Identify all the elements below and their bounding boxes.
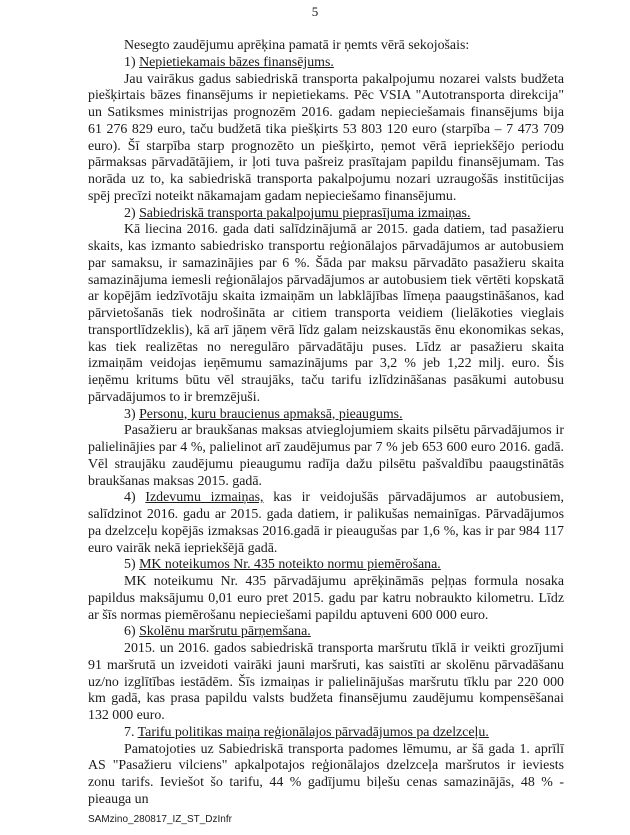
- intro-paragraph: Nesegto zaudējumu aprēķina pamatā ir ņemts vērā sekojošais:: [124, 38, 470, 53]
- section-5-paragraph: MK noteikumu Nr. 435 pārvadājumu aprēķināmās peļņas formula nosaka papildus maksājumu 0,01 euro pret 2015. gadu par katru nobraukto kilometru. Līdz ar šīs normas piemērošanu nepieciešami papildu aptuveni 600 000 euro.: [88, 574, 564, 623]
- document-footer: SAMzino_280817_IZ_ST_DzInfr: [88, 814, 232, 825]
- section-4-paragraph: 4) Izdevumu izmaiņas, kas ir veidojušās pārvadājumos ar autobusiem, salīdzinot 2016. gadu ar 2015. gada datiem, ir palikušas nemainīgas. Pārvadājumos pa dzelzceļu kopējās izmaksas 2016.gadā ir pieaugušas par 1,6 %, kas ir par 984 117 euro vairāk nekā iepriekšējā gadā.: [88, 490, 564, 556]
- section-7-heading: 7. Tarifu politikas maiņa reģionālajos pārvadājumos pa dzelzceļu.: [124, 724, 489, 740]
- section-7-paragraph: Pamatojoties uz Sabiedriskā transporta padomes lēmumu, ar šā gada 1. aprīlī AS "Pasažieru vilciens" apkalpotajos reģionālajos dzelzceļa maršrutos ir ieviests zonu tarifs. Ieviešot šo tarifu, 44 % gadījumu biļešu cenas samazinājās, 48 % - pieauga un: [88, 741, 564, 807]
- section-6-heading: 6) Skolēnu maršrutu pārņemšana.: [124, 624, 311, 640]
- section-3-paragraph: Pasažieru ar braukšanas maksas atvieglojumiem skaits pilsētu pārvadājumos ir palielinājies par 4 %, palielinot arī zaudējumus par 7 % jeb 653 600 euro 2016. gadā. Vēl straujāku zaudējumu pieaugumu radīja dažu pilsētu pašvaldību paaugstinātās braukšanas maksas 2015. gadā.: [88, 423, 564, 489]
- section-1-paragraph: Jau vairākus gadus sabiedriskā transporta pakalpojumu nozarei valsts budžeta piešķirtais bāzes finansējums ir nepietiekams. Pēc VSIA "Autotransporta direkcija" un Satiksmes ministrijas prognozēm 2016. gadam nepieciešamais finansējums bija 61 276 829 euro, taču budžetā tika piešķirts 53 803 120 euro (starpība – 7 473 709 euro). Šī starpība starp prognozēto un piešķirto, ņemot vērā iepriekšējo periodu pārmaksas pārvadātājiem, ir ļoti tuva pašreiz prasītajam papildu finansējumam. Tas norāda uz to, ka sabiedriskā transporta pakalpojumu nozari uzraugošās institūcijas spēj precīzi noteikt nākamajam gadam nepieciešamo finansējumu.: [88, 71, 564, 204]
- section-5-heading: 5) MK noteikumos Nr. 435 noteikto normu piemērošana.: [124, 557, 441, 573]
- document-body: [88, 38, 564, 809]
- section-2-heading: 2) Sabiedriskā transporta pakalpojumu pieprasījuma izmaiņas.: [124, 205, 471, 221]
- page-number: 5: [311, 4, 319, 19]
- section-2-paragraph: Kā liecina 2016. gada dati salīdzinājumā ar 2015. gada datiem, tad pasažieru skaits, kas izmanto sabiedrisko transportu reģionālajos pārvadājumos ar autobusiem par samaksu, ir samazinājies par 6 %. Šāda par maksu pārvadāto pasažieru skaita samazinājuma iemesli reģionālajos pārvadājumos ar autobusiem tiek vērtēti kopskatā ar kopējām iedzīvotāju skaita izmaiņām un labklājības līmeņa paaugstināšanos, kad pārvietošanās tiek nodrošināta ar citiem transporta veidiem (lielākoties vieglais transportlīdzeklis), kā arī jāņem vērā līdz galam neizskaustās ēnu ekonomikas sekas, kas tiek realizētas no neregulāro pārvadātāju puses. Līdz ar pasažieru skaita izmaiņām veidojas ieņēmumu samazinājums par 3,2 % jeb 1,22 milj. euro. Šis ieņēmu kritums būtu vēl straujāks, taču tarifu izlīdzināšanas pasākumi autobusu pārvadājumos to ir bremzējuši.: [88, 222, 564, 405]
- section-3-heading: 3) Personu, kuru braucienus apmaksā, pieaugums.: [124, 406, 403, 422]
- section-1-heading: 1) Nepietiekamais bāzes finansējums.: [124, 54, 334, 70]
- section-6-paragraph: 2015. un 2016. gados sabiedriskā transporta maršrutu tīklā ir veikti grozījumi 91 maršrutā un izveidoti vairāki jauni maršruti, kas saistīti ar skolēnu pārvadāšanu uz/no izglītības iestādēm. Šīs izmaiņas ir palielinājušas maršrutu tīklu par 220 000 km gadā, kas prasa papildu valsts budžeta finansējumu zaudējumu kompensēšanai 132 000 euro.: [88, 641, 564, 723]
